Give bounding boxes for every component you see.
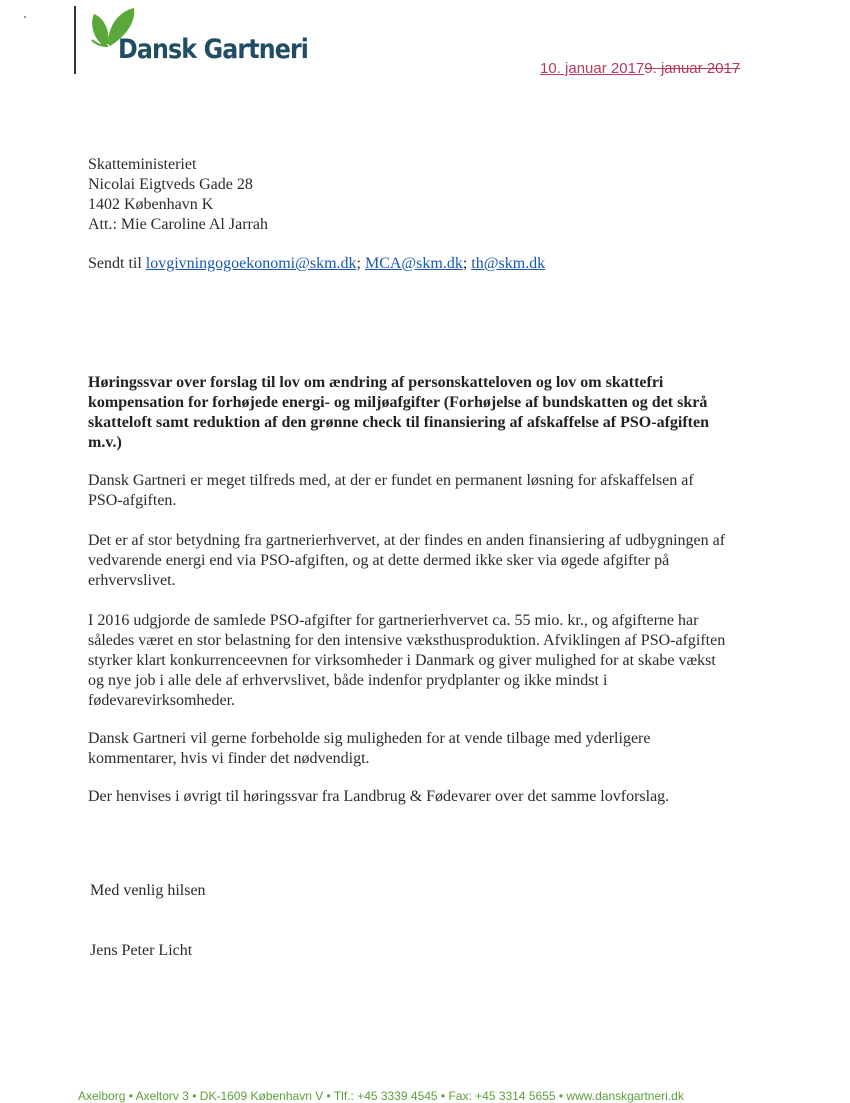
body-paragraph: Det er af stor betydning fra gartnerierhvervet, at der findes en anden finansiering af udbygningen af vedvarende energi end via PSO-afgiften, og at dette dermed ikke sker via øgede afgifter på erhvervslivet. (88, 532, 726, 589)
email-link[interactable]: MCA@skm.dk (364, 255, 463, 272)
recipient-line: Skatteministeriet (88, 156, 197, 173)
body-paragraph: Dansk Gartneri er meget tilfreds med, at der er fundet en permanent løsning for afskaffelsen af PSO-afgiften. (88, 472, 694, 509)
header-vertical-rule (74, 6, 76, 74)
recipient-line: Nicolai Eigtveds Gade 28 (88, 176, 253, 193)
sent-prefix: Sendt til (88, 255, 146, 272)
sent-to-line (88, 255, 545, 273)
scan-dot (24, 16, 26, 18)
body-paragraph: Dansk Gartneri vil gerne forbeholde sig muligheden for at vende tilbage med yderligere kommentarer, hvis vi finder det nødvendigt. (88, 730, 651, 767)
body-paragraph: I 2016 udgjorde de samlede PSO-afgifter for gartnerierhvervet ca. 55 mio. kr., og afgifterne har således været en stor belastning for den intensive væksthusproduktion. Afviklingen af PSO-afgiften styrker klart konkurrenceevnen for virksomheder i Danmark og giver mulighed for at skabe vækst og nye job i alle dele af erhvervslivet, både indenfor prydplanter og ikke mindst i fødevarevirksomheder. (88, 612, 726, 709)
date-revised: 10. januar 2017 (540, 60, 645, 77)
separator: ; (356, 255, 365, 272)
letter-date (540, 60, 740, 77)
signature-name: Jens Peter Licht (90, 942, 193, 959)
recipient-line: 1402 København K (88, 196, 214, 213)
separator: ; (462, 255, 472, 272)
email-link[interactable]: lovgivningogoekonomi@skm.dk (145, 255, 357, 272)
date-struck: 9. januar 2017 (644, 60, 741, 77)
letter-heading: Høringssvar over forslag til lov om ændring af personskatteloven og lov om skattefri kompensation for forhøjede energi- og miljøafgifter (Forhøjelse af bundskatten og det skrå skatteloft samt reduktion af den grønne check til finansiering af afskaffelse af PSO-afgiften m.v.) (88, 374, 709, 451)
footer-contact: Axelborg • Axeltorv 3 • DK-1609 København V • Tlf.: +45 3339 4545 • Fax: +45 3314 5655 • www.danskgartneri.dk (78, 1089, 684, 1103)
recipient-line: Att.: Mie Caroline Al Jarrah (88, 216, 268, 233)
body-paragraph: Der henvises i øvrigt til høringssvar fra Landbrug & Fødevarer over det samme lovforslag. (88, 788, 670, 805)
company-logo (88, 4, 308, 76)
recipient-address (88, 155, 268, 235)
closing-salutation: Med venlig hilsen (90, 882, 206, 899)
logo-wordmark: Dansk Gartneri (118, 34, 309, 65)
email-link[interactable]: th@skm.dk (471, 255, 546, 272)
